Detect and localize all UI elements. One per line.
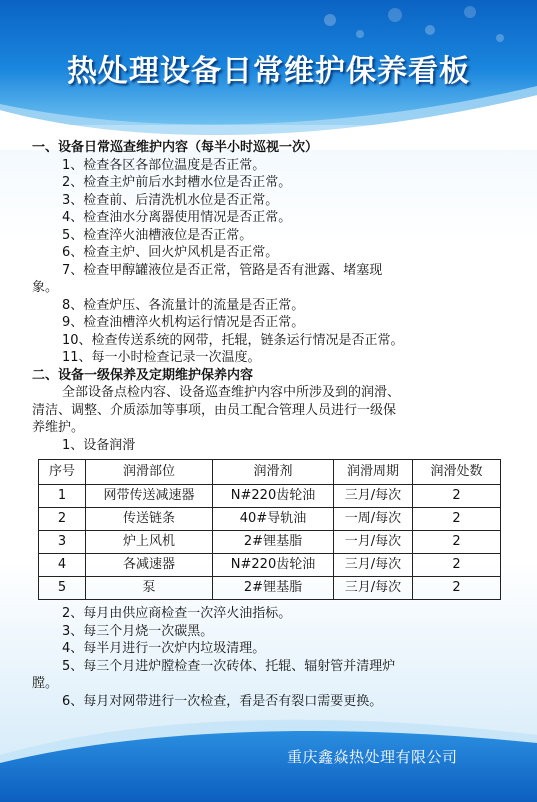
- table-header-cell: 序号: [39, 460, 86, 485]
- board-content: [32, 139, 507, 710]
- section2-heading: 二、设备一级保养及定期维护保养内容: [32, 367, 254, 383]
- section1-item: 3、检查前、后清洗机水位是否正常。: [62, 192, 279, 208]
- section1-item: 4、检查油水分离器使用情况是否正常。: [62, 210, 292, 225]
- table-header-row: [39, 460, 501, 485]
- section2-item: 4、每半月进行一次炉内垃圾清理。: [62, 641, 266, 656]
- table-cell: 40#导轨油: [213, 508, 334, 531]
- table-cell: 3: [39, 531, 86, 554]
- table-cell: 2: [413, 577, 501, 600]
- table-cell: 2: [413, 508, 501, 531]
- section2-paragraph: 清洁、调整、介质添加等事项，由员工配合管理人员进行一级保: [32, 402, 397, 418]
- table-cell: N#220齿轮油: [213, 554, 334, 577]
- table-row: [39, 577, 501, 600]
- company-name: 重庆鑫焱热处理有限公司: [287, 748, 458, 766]
- section2-item-continuation: 膛。: [32, 676, 59, 691]
- table-cell: 炉上风机: [86, 531, 213, 554]
- table-cell: 各减速器: [86, 554, 213, 577]
- table-cell: 三月/每次: [334, 554, 413, 577]
- section2-item: 2、每月由供应商检查一次淬火油指标。: [62, 606, 292, 621]
- table-cell: N#220齿轮油: [213, 485, 334, 508]
- section1-item: 11、每一小时检查记录一次温度。: [62, 350, 261, 365]
- lubrication-subheading: 1、设备润滑: [62, 437, 136, 453]
- section2-item: 3、每三个月烧一次碳黑。: [62, 623, 214, 639]
- table-cell: 一周/每次: [334, 508, 413, 531]
- section1-item: 10、检查传送系统的网带，托辊，链条运行情况是否正常。: [62, 332, 404, 348]
- table-header-cell: 润滑部位: [86, 460, 213, 485]
- lubrication-table: [38, 459, 501, 600]
- section2-paragraph: 养维护。: [32, 420, 85, 435]
- table-header-cell: 润滑周期: [334, 460, 413, 485]
- table-cell: 2: [39, 508, 86, 531]
- table-header-cell: 润滑处数: [413, 460, 501, 485]
- table-row: [39, 554, 501, 577]
- table-row: [39, 508, 501, 531]
- section2-item: 5、每三个月进炉膛检查一次砖体、托辊、辐射管并清理炉: [62, 658, 396, 674]
- table-cell: 2: [413, 554, 501, 577]
- table-cell: 传送链条: [86, 508, 213, 531]
- section1-item: 5、检查淬火油槽液位是否正常。: [62, 227, 253, 243]
- table-cell: 2#锂基脂: [213, 531, 334, 554]
- table-cell: 1: [39, 485, 86, 508]
- section2-item: 6、每月对网带进行一次检查，看是否有裂口需要更换。: [62, 693, 383, 709]
- table-header-cell: 润滑剂: [213, 460, 334, 485]
- section1-item: 9、检查油槽淬火机构运行情况是否正常。: [62, 315, 305, 330]
- table-cell: 4: [39, 554, 86, 577]
- table-cell: 网带传送减速器: [86, 485, 213, 508]
- table-cell: 三月/每次: [334, 485, 413, 508]
- section2-paragraph: 全部设备点检内容、设备巡查维护内容中所涉及到的润滑、: [62, 385, 401, 400]
- section1-item: 8、检查炉压、各流量计的流量是否正常。: [62, 297, 305, 313]
- table-cell: 2: [413, 485, 501, 508]
- section1-item: 6、检查主炉、回火炉风机是否正常。: [62, 245, 279, 260]
- board-title: 热处理设备日常维护保养看板: [67, 54, 470, 89]
- table-cell: 泵: [86, 577, 213, 600]
- table-cell: 三月/每次: [334, 577, 413, 600]
- section1-item-continuation: 象。: [32, 280, 59, 295]
- section1-item: 2、检查主炉前后水封槽水位是否正常。: [62, 175, 292, 190]
- section1-heading: 一、设备日常巡查维护内容（每半小时巡视一次）: [32, 140, 319, 155]
- table-cell: 2: [413, 531, 501, 554]
- table-cell: 2#锂基脂: [213, 577, 334, 600]
- section1-item: 1、检查各区各部位温度是否正常。: [62, 157, 266, 173]
- table-row: [39, 531, 501, 554]
- table-row: [39, 485, 501, 508]
- section1-item: 7、检查甲醇罐液位是否正常，管路是否有泄露、堵塞现: [62, 262, 383, 278]
- table-cell: 5: [39, 577, 86, 600]
- table-cell: 一月/每次: [334, 531, 413, 554]
